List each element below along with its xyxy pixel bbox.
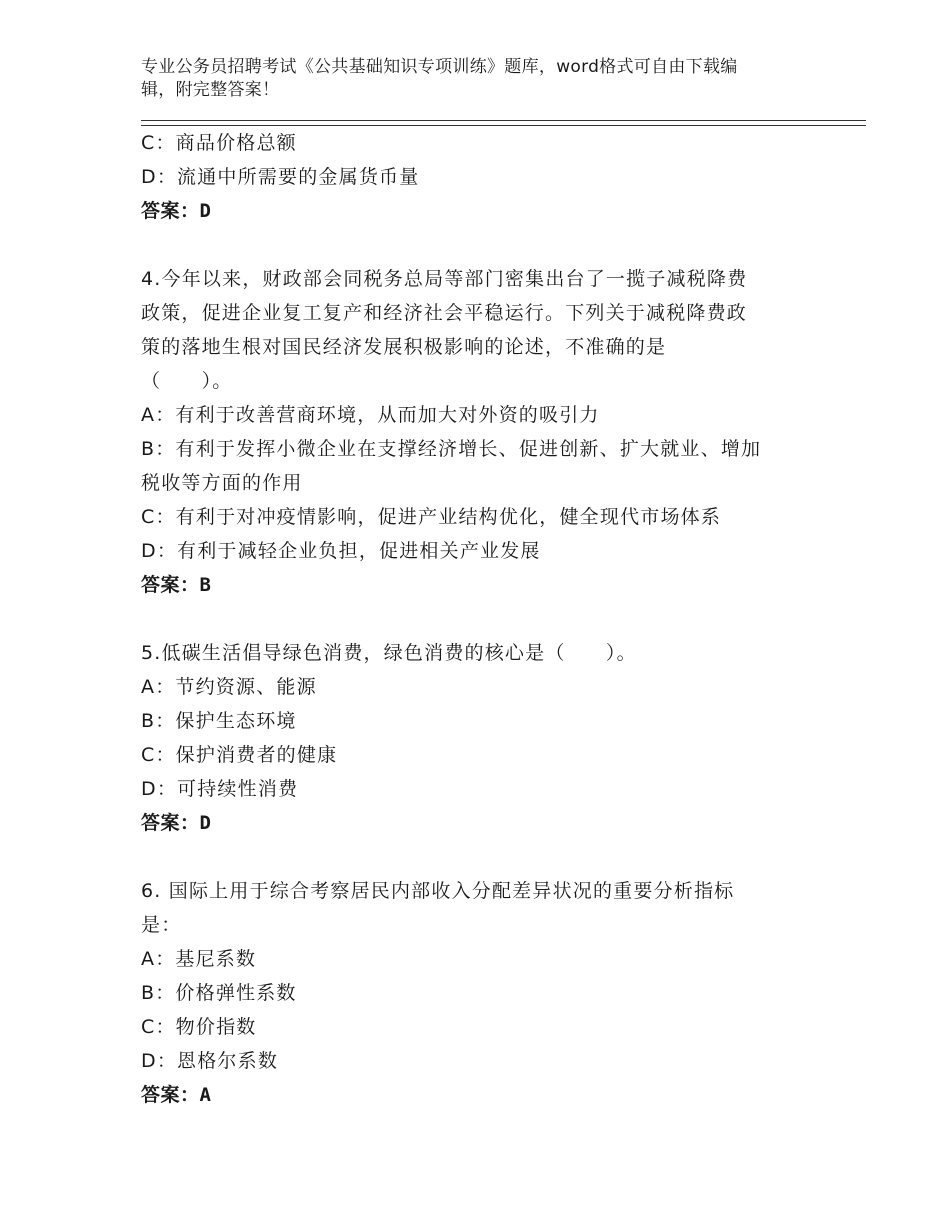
page-header: [141, 56, 801, 102]
answer-value: D: [199, 812, 212, 834]
option-c: C：商品价格总额: [141, 132, 297, 154]
answer: [141, 568, 811, 602]
spacer: [141, 228, 811, 262]
option-a: A：有利于改善营商环境，从而加大对外资的吸引力: [141, 404, 600, 426]
answer-value: D: [199, 200, 212, 222]
option-d: D：恩格尔系数: [141, 1050, 279, 1072]
question-stem: 6. 国际上用于综合考察居民内部收入分配差异状况的重要分析指标: [141, 880, 735, 902]
option-b-continued: 税收等方面的作用: [141, 472, 303, 494]
header-line-1: 专业公务员招聘考试《公共基础知识专项训练》题库，word格式可自由下载编: [141, 57, 738, 77]
answer-label: 答案：: [141, 1084, 200, 1106]
option-d: D：可持续性消费: [141, 778, 299, 800]
option-b: B：有利于发挥小微企业在支撑经济增长、促进创新、扩大就业、增加: [141, 438, 762, 460]
question-stem: （ ）。: [141, 370, 233, 392]
question-stem: 政策，促进企业复工复产和经济社会平稳运行。下列关于减税降费政: [141, 302, 748, 324]
question-list: [141, 126, 811, 1112]
question-4: [141, 262, 811, 602]
option-b: B：价格弹性系数: [141, 982, 297, 1004]
question-stem: 策的落地生根对国民经济发展积极影响的论述，不准确的是: [141, 336, 667, 358]
option-d: D：流通中所需要的金属货币量: [141, 166, 420, 188]
option-c: C：有利于对冲疫情影响，促进产业结构优化，健全现代市场体系: [141, 506, 722, 528]
question-5: [141, 636, 811, 840]
header-line-2: 辑，附完整答案！: [141, 80, 280, 100]
answer-label: 答案：: [141, 574, 200, 596]
spacer: [141, 840, 811, 874]
option-d: D：有利于减轻企业负担，促进相关产业发展: [141, 540, 541, 562]
option-a: A：基尼系数: [141, 948, 257, 970]
answer: [141, 806, 811, 840]
question-stem: 是：: [141, 914, 182, 936]
question-stem: 4.今年以来，财政部会同税务总局等部门密集出台了一揽子减税降费: [141, 268, 748, 290]
question-3-tail: [141, 126, 811, 228]
answer: [141, 1078, 811, 1112]
answer-label: 答案：: [141, 812, 200, 834]
option-c: C：保护消费者的健康: [141, 744, 338, 766]
answer-value: B: [199, 574, 212, 596]
option-b: B：保护生态环境: [141, 710, 297, 732]
question-6: [141, 874, 811, 1112]
question-stem: 5.低碳生活倡导绿色消费，绿色消费的核心是（ ）。: [141, 642, 637, 664]
spacer: [141, 602, 811, 636]
option-c: C：物价指数: [141, 1016, 257, 1038]
option-a: A：节约资源、能源: [141, 676, 317, 698]
answer-value: A: [199, 1084, 212, 1106]
answer-label: 答案：: [141, 200, 200, 222]
answer: [141, 194, 811, 228]
